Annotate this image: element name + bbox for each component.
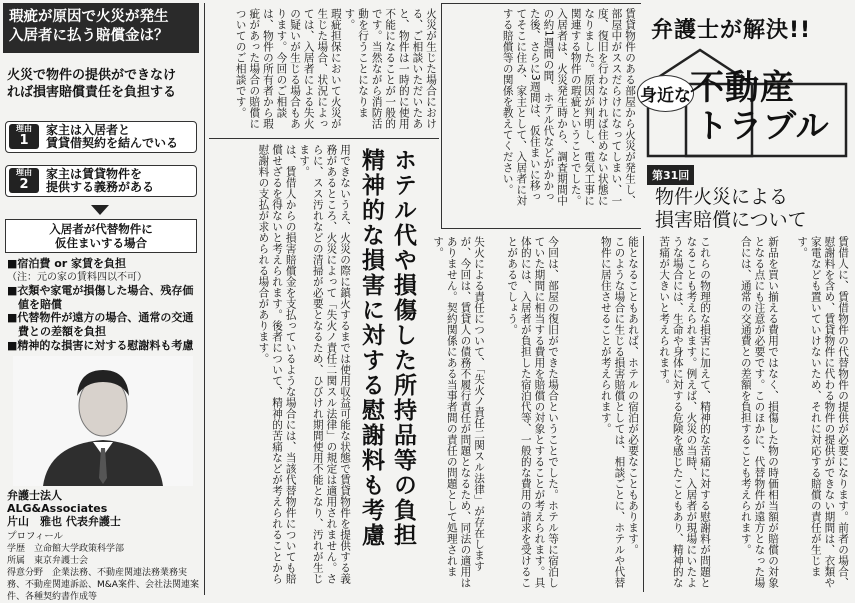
question-box: 瑕疵が原因で火災が発生 入居者に払う賠償金は？ bbox=[3, 3, 199, 53]
series-title-line1: 不動産 bbox=[690, 68, 795, 108]
question-text: 賃貸物件のある部屋から火災が発生し、部屋中がススだらけになってしまい、一度、復旧を行わなければ住めない状態になりました。原因が判明し、電気工事に関連する物件の瑕疵ということでした。 入居者は、火災発生時から、調査期間中の約1週間の間、ホテル代などがかかった後、さらに3週間は、仮住まいに移ってそこに住み、家主として、入居者に対する賠償等の関係を教えてください。 bbox=[501, 8, 636, 206]
bullet-item: ■精神的な損害に対する慰謝料も考慮 bbox=[7, 338, 194, 352]
question-frame-top bbox=[441, 3, 641, 4]
article-col-f: 失火による責任について、「失火ノ責任二関スル法律」が存在しますが、今回は、賃貸人の債務不履行責任が問題となるため、同法の適用はありません。契約関係にある当事者間の責任の問題として処理されます。 bbox=[432, 236, 485, 588]
reason-1 bbox=[5, 121, 197, 153]
question-frame-bottom bbox=[441, 228, 641, 229]
article-col-d: 能となることもあれば、ホテルの宿泊が必要なこともあります。 このような場合に生じる損害賠償としては、相談ごとに、ホテルや代替物件に居住させることが考えられます。 bbox=[599, 236, 639, 588]
article-rule bbox=[209, 138, 439, 139]
lawyer-name: 片山 雅也 代表弁護士 bbox=[7, 515, 121, 528]
reason-1-badge: 理由 1 bbox=[9, 124, 39, 149]
reason-2-badge: 理由 2 bbox=[9, 168, 39, 193]
down-arrow-icon bbox=[91, 205, 109, 215]
round-badge: 第31回 bbox=[647, 165, 694, 185]
lawyer-caption bbox=[7, 489, 203, 603]
profile-text: 学歴 立命館大学政策科学部 所属 東京弁護士会 得意分野 企業法務、不動産関連法務業務実務、不動産関連訴訟、M&A案件、会社法関連案件、各種契約書作成等 bbox=[7, 544, 199, 602]
question-frame-left bbox=[441, 3, 442, 229]
article-col-lower-left: 火災が生じた場合における、ご相談いただいたあと、物件は一時的に使用不能になることが一般的です。当然ながら消防活動を行うことになります。 瑕疵担保において火災が生じた場合、状況によっては、入居者による失火の疑いが生じる場合もあります。今回のご相談は、物件の所有者から瑕疵があった場合の賠償についてのご相談です。 bbox=[234, 8, 437, 129]
bullet-note: （注：元の家の賃料四以不可） bbox=[7, 271, 147, 283]
sidebar-divider bbox=[204, 3, 205, 595]
column-divider bbox=[643, 236, 644, 592]
topic-title: 物件火災による 損害賠償について bbox=[655, 186, 807, 231]
headline-line2: 精神的な損害に対する慰謝料も考慮 bbox=[358, 148, 384, 548]
bullet-item: ■代替物件が遠方の場合、通常の交通費との差額を負担 bbox=[7, 311, 194, 338]
bullet-list bbox=[7, 257, 201, 352]
sidebar bbox=[3, 3, 203, 602]
article-col-g: これらの物理的な損害に加えて、精神的な苦痛に対する慰謝料が問題となることも考えられます。例えば、火災の当時、入居者が現場にいたような場合には、生命や身体に対する危険を感じたこともあり、精神的な苦痛が大きいと考えられます。 bbox=[658, 236, 711, 588]
article-col-e: 今回は、部屋の復旧ができた場合ということでした。ホテル等に宿泊していた期間に相当する費用を賠償の対象とすることが考えられます。具体的には、入居者が負担した宿泊代等、一般的な費用の請求を受けることがあるでしょう。 bbox=[506, 236, 559, 588]
article-col-a: 用できないうえ、火災の際に鎮火するまでは使用収益可能な状態で賃貸物件を提供する義務があるところ、火災によって「失火ノ責任二関スル法律」の規定は適用されません。さらに、スス汚れなどの清掃が必要となるため、ひびけれ期間使用不能となり、汚れが生じます。 は、賃借人からの損害賠償金を支払っているような場合には、当該代替物件についても賠償せざるを得ないと考えられます。後者について、精神的苦痛などが考えられることから慰謝料の支払が求められる場合があります。 bbox=[257, 144, 351, 584]
bullet-item: ■衣類や家電が損傷した場合、残存価値を賠償 bbox=[7, 284, 194, 311]
familiar-label: 身近な bbox=[637, 75, 694, 112]
reason-1-text: 家主は入居者と 賃貸借契約を結んでいる bbox=[46, 123, 179, 150]
bullet-item: ■宿泊費 or 家賃を負担 bbox=[7, 257, 127, 270]
article-col-h: 新品を買い揃える費用ではなく、損傷した物の時価相当額が賠償の対象となる点にも注意が必要です。このほかに、代替物件が遠方となった場合には、通常の交通費との差額を負担することも考えられます。 bbox=[739, 236, 779, 588]
headline-line1: ホテル代や損傷した所持品等の負担 bbox=[390, 148, 416, 548]
alt-housing-box: 入居者が代替物件に 仮住まいする場合 bbox=[5, 219, 197, 253]
reason-2-text: 家主は賃貸物件を 提供する義務がある bbox=[46, 167, 155, 194]
profile-heading: プロフィール bbox=[7, 531, 64, 542]
article-col-c: 賃借人に、賃借物件の代替物件の提供が必要になります。前者の場合、慰謝料を含め、賃貸物件に代わる物件の提供ができない期間は、衣類や家電なども置いていけないため、それに対応する賠償の責任が生じます。 bbox=[796, 236, 849, 588]
lawyer-firm: 弁護士法人 ALG&Associates bbox=[7, 489, 108, 515]
series-title-line2: トラブル bbox=[695, 106, 830, 145]
lawyer-portrait bbox=[13, 356, 193, 486]
reason-2 bbox=[5, 165, 197, 197]
sidebar-lead: 火災で物件の提供ができなけ れば損害賠償責任を負担する bbox=[7, 68, 177, 100]
solved-heading: 弁護士が解決!! bbox=[651, 18, 812, 43]
